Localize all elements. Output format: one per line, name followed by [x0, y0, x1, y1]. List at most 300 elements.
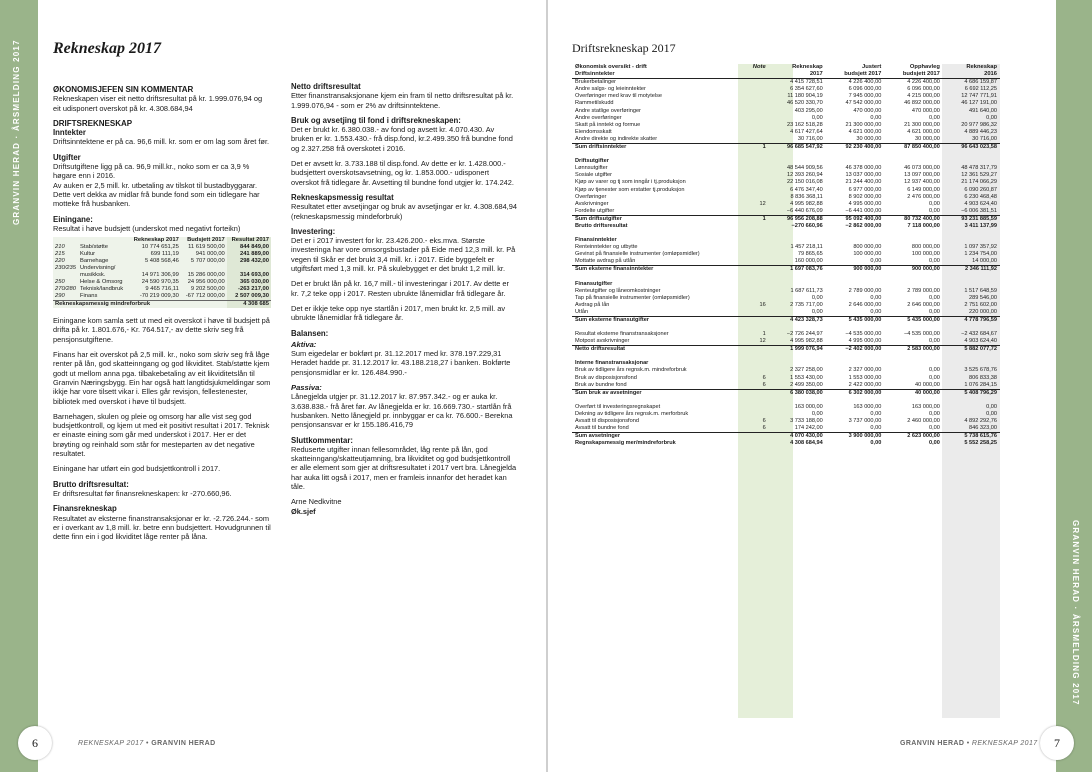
value-justert-budsjett: 2 646 000,00 — [848, 301, 882, 308]
einingane-table — [53, 237, 271, 308]
table-row — [572, 302, 1000, 309]
footer-left-separator: • — [146, 740, 149, 747]
spacer-row — [572, 324, 1000, 331]
value-rekneskap-2016: 4 889 446,23 — [964, 128, 997, 135]
finans-heading: Finansrekneskap — [53, 504, 117, 514]
row-note — [750, 288, 769, 295]
table-row — [572, 122, 1000, 129]
value-justert-budsjett: 4 621 000,00 — [848, 128, 882, 135]
value-rekneskap-2017: 96 956 208,88 — [769, 215, 826, 223]
einingane-row — [53, 265, 271, 272]
row-label: Finansinntekter — [575, 237, 617, 244]
row-note — [750, 389, 769, 397]
value-opphavleg-budsjett: 2 460 000,00 — [907, 418, 940, 425]
einingane-budsjett: 941 000,00 — [195, 251, 225, 258]
value-rekneskap-2016: 1 097 357,92 — [964, 244, 997, 251]
left-column-b — [291, 82, 517, 516]
value-rekneskap-2017: 0,00 — [811, 308, 823, 315]
value-justert-budsjett — [826, 274, 885, 288]
value-justert-budsjett — [826, 353, 885, 367]
row-label: Sum avsetninger — [572, 433, 750, 441]
row-note — [750, 122, 769, 129]
row-label: Andre statlige overføringer — [575, 107, 641, 114]
value-opphavleg-budsjett: 470 000,00 — [911, 107, 940, 114]
einingane-name: Barnehage — [79, 258, 109, 265]
row-label: Finansutgifter — [575, 280, 613, 287]
bruk-text: Det er brukt kr. 6.380.038.- av fond og avsett kr. 4.070.430. Av bruken er kr. 1.553.430.- frå disp.fond, kr.2.499.350 frå bundne fond og 2.327.258 frå overskotet i 2016. — [291, 125, 513, 153]
row-note — [750, 208, 769, 216]
value-rekneskap-2016: 5 408 796,29 — [943, 389, 1000, 397]
value-justert-budsjett: 5 435 000,00 — [826, 317, 885, 325]
netto-heading: Netto driftsresultat — [291, 82, 361, 91]
header-note: Note — [752, 64, 766, 70]
header-col2b: budsjett 2017 — [826, 71, 885, 79]
row-note — [750, 411, 769, 418]
footer-right-b: REKNESKAP 2017 — [971, 740, 1038, 747]
table-row — [572, 86, 1000, 93]
einingane-rekneskap: 5 408 568,46 — [144, 258, 179, 265]
value-opphavleg-budsjett: 21 300 000,00 — [904, 121, 940, 128]
value-opphavleg-budsjett — [884, 230, 943, 244]
value-opphavleg-budsjett: 87 850 400,00 — [884, 144, 943, 152]
netto-text: Etter finanstransaksjonane kjem ein fram til netto driftsresultat på kr. 1.999.076,94 - som er 2% av driftsinntektene. — [291, 91, 514, 110]
value-rekneskap-2016: 48 478 317,79 — [961, 165, 997, 172]
row-label: Mottatte avdrag på utlån — [575, 258, 636, 265]
value-opphavleg-budsjett: 0,00 — [929, 367, 940, 374]
page-title-right: Driftsrekneskap 2017 — [572, 41, 676, 55]
value-rekneskap-2017: 4 995 982,88 — [790, 200, 823, 207]
value-justert-budsjett — [826, 324, 885, 331]
value-rekneskap-2017: 22 150 016,08 — [786, 179, 823, 186]
value-rekneskap-2017 — [769, 151, 826, 165]
value-opphavleg-budsjett: 4 621 000,00 — [907, 128, 940, 135]
value-justert-budsjett: 2 789 000,00 — [848, 287, 882, 294]
result-row — [572, 440, 1000, 447]
kommentar-text: Rekneskapen viser eit netto driftsresultat på kr. 1.999.076,94 og eit udisponert overskot på kr. 4.308.684,94 — [53, 94, 263, 113]
row-label: Motpost avskrivninger — [575, 338, 630, 345]
table-row — [572, 375, 1000, 382]
table-row — [572, 288, 1000, 295]
einingane-row — [53, 251, 271, 258]
value-rekneskap-2017: 4 308 684,94 — [790, 440, 823, 447]
row-note: 16 — [759, 301, 766, 308]
value-opphavleg-budsjett: 7 118 000,00 — [907, 222, 940, 229]
sum-row — [572, 346, 1000, 354]
value-rekneskap-2016: −6 006 381,51 — [961, 207, 997, 214]
value-justert-budsjett: 4 995 000,00 — [848, 200, 882, 207]
value-justert-budsjett: 13 037 000,00 — [845, 172, 882, 179]
row-label: Tap på finansielle instrumenter (omløpsmidler) — [575, 294, 690, 301]
row-label: Avskrivninger — [575, 200, 609, 207]
investering-text-2: Det er brukt lån på kr. 16,7 mill.- til investeringar i 2017. Av dette er kr. 7,2 teke opp i 2017. Resten ubrukte lånemidlar frå tidlegare år. — [291, 279, 509, 298]
table-row — [572, 404, 1000, 411]
value-justert-budsjett: 100 000,00 — [853, 251, 882, 258]
finans-text: Resultatet av eksterne finanstransaksjonar er kr. -2.726.244.- som er i overkant av 1,8 mill. kr. betre enn budsjettert. Hovudgrunnen til dette finn ein i god likviditet låge renter på låna. — [53, 513, 271, 542]
value-opphavleg-budsjett: 0,00 — [929, 258, 940, 265]
sum-row — [572, 144, 1000, 152]
drift-table-header-2 — [572, 71, 1000, 79]
einingane-budsjett: -67 712 000,00 — [185, 293, 225, 300]
row-label: Sum eksterne finansutgifter — [572, 317, 750, 325]
row-note — [750, 108, 769, 115]
value-justert-budsjett: 21 244 400,00 — [845, 179, 882, 186]
header-col4a: Rekneskap — [966, 64, 997, 70]
header-col3b: budsjett 2017 — [884, 71, 943, 79]
row-note: 6 — [762, 425, 766, 432]
row-note: 1 — [750, 144, 769, 152]
sum-row — [572, 215, 1000, 223]
footer-left-a: REKNESKAP 2017 — [78, 740, 144, 747]
einingane-name: Undervisning/ — [79, 265, 116, 272]
table-row — [572, 295, 1000, 302]
value-rekneskap-2017: 2 499 350,00 — [790, 381, 823, 388]
row-note: 12 — [759, 338, 766, 345]
value-rekneskap-2017: 4 617 427,64 — [790, 128, 823, 135]
value-rekneskap-2016 — [943, 353, 1000, 367]
drift-table-header-1 — [572, 64, 1000, 71]
value-opphavleg-budsjett — [884, 397, 943, 404]
value-rekneskap-2017: 96 685 547,92 — [769, 144, 826, 152]
table-row — [572, 179, 1000, 186]
sum-row — [572, 433, 1000, 441]
value-rekneskap-2016 — [943, 397, 1000, 404]
value-rekneskap-2017: 4 070 430,00 — [769, 433, 826, 441]
einingane-resultat: 314 693,00 — [227, 272, 271, 279]
value-rekneskap-2016: 30 716,00 — [972, 135, 997, 142]
value-opphavleg-budsjett: 30 000,00 — [915, 135, 940, 142]
footer-right-separator: • — [966, 740, 970, 747]
value-rekneskap-2017: 4 423 328,73 — [769, 317, 826, 325]
value-opphavleg-budsjett: 0,00 — [929, 294, 940, 301]
drift-table — [572, 64, 1000, 447]
utgifter-text-2: Av auken er 2,5 mill. kr. utbetaling av tilskot til bustadbyggarar. Dette vert dekka av midlar frå bunde fond som ein tidlegare har motteke frå husbanken. — [53, 180, 260, 209]
row-note — [750, 295, 769, 302]
value-justert-budsjett: 0,00 — [870, 410, 882, 417]
einingane-table-header — [53, 237, 271, 244]
utgifter-heading: Utgifter — [53, 152, 81, 162]
value-justert-budsjett — [826, 230, 885, 244]
value-rekneskap-2017: 6 476 347,40 — [790, 186, 823, 193]
value-opphavleg-budsjett: 46 892 000,00 — [904, 100, 940, 107]
row-note — [750, 172, 769, 179]
einingane-budsjett: 5 707 000,00 — [190, 258, 225, 265]
header-col4b: 2016 — [943, 71, 1000, 79]
row-label: Kjøp av tjenester som erstatter tj.produksjon — [575, 186, 685, 193]
row-label: Dekning av tidligere års regnsk.m. merforbruk — [575, 410, 689, 417]
row-note — [750, 309, 769, 317]
row-label: Avsatt til bundne fond — [575, 425, 629, 432]
einingane-code: 250 — [55, 279, 65, 286]
value-opphavleg-budsjett: 0,00 — [929, 338, 940, 345]
value-justert-budsjett: −4 535 000,00 — [845, 331, 882, 338]
value-rekneskap-2017: 1 457 218,11 — [790, 244, 823, 251]
einingane-resultat: 365 030,00 — [227, 279, 271, 286]
drift-heading: DRIFTSREKNESKAP — [53, 118, 133, 128]
slutt-heading: Sluttkommentar: — [291, 435, 353, 445]
value-opphavleg-budsjett: 0,00 — [929, 374, 940, 381]
einingane-name: Teknisk/landbruk — [79, 286, 124, 293]
value-opphavleg-budsjett: 0,00 — [929, 440, 940, 447]
section-heading-row — [572, 353, 1000, 367]
value-opphavleg-budsjett: 46 073 000,00 — [904, 165, 940, 172]
value-opphavleg-budsjett: −4 535 000,00 — [903, 331, 940, 338]
row-note — [750, 346, 769, 354]
value-rekneskap-2016: 4 686 159,87 — [964, 79, 997, 86]
einingane-text: Resultat i høve budsjett (underskot med negativt forteikn) — [53, 223, 241, 233]
einingane-header-budsjett: Budsjett 2017 — [187, 237, 225, 244]
einingane-code: 210 — [55, 244, 65, 251]
row-label: Overføringer med krav til motytelse — [575, 93, 663, 100]
table-row — [572, 165, 1000, 172]
value-rekneskap-2016: 2 751 602,00 — [964, 301, 997, 308]
row-note — [750, 223, 769, 230]
value-justert-budsjett: 6 977 000,00 — [848, 186, 882, 193]
value-justert-budsjett: 7 945 000,00 — [848, 93, 882, 100]
bruk-heading: Bruk og avsetjing til fond i driftsrekneskapen: — [291, 115, 461, 125]
value-justert-budsjett: 8 902 000,00 — [848, 193, 882, 200]
value-rekneskap-2016: 4 778 796,59 — [943, 317, 1000, 325]
inntekter-text: Driftsinntektene er på ca. 96,6 mill. kr. som er om lag som året før. — [53, 137, 270, 147]
table-row — [572, 338, 1000, 346]
value-rekneskap-2016: 6 090 260,87 — [964, 186, 997, 193]
paragraph-4: Einingane har utført ein god budsjettkontroll i 2017. — [53, 464, 221, 474]
page-title-left: Rekneskap 2017 — [53, 40, 161, 57]
inntekter-heading: Inntekter — [53, 128, 86, 138]
value-opphavleg-budsjett: 5 435 000,00 — [884, 317, 943, 325]
value-rekneskap-2016: 6 230 468,48 — [964, 193, 997, 200]
row-label: Sum eksterne finansinntekter — [572, 266, 750, 274]
row-note — [750, 230, 769, 244]
row-label: Bruk av bundne fond — [575, 381, 627, 388]
row-label: Resultat eksterne finanstransaksjoner — [575, 331, 669, 338]
value-opphavleg-budsjett: 40 000,00 — [884, 389, 943, 397]
value-rekneskap-2017: 4 995 982,88 — [790, 338, 823, 345]
value-rekneskap-2017: 30 716,00 — [797, 135, 823, 142]
einingane-row — [53, 279, 271, 286]
einingane-total-row — [53, 301, 271, 309]
row-label — [572, 324, 750, 331]
einingane-budsjett — [181, 265, 227, 272]
row-label: Andre salgs- og leieinntekter — [575, 86, 646, 93]
page-number-right: 7 — [1040, 726, 1074, 760]
row-label: Andre direkte og indirekte skatter — [575, 135, 658, 142]
row-note — [750, 367, 769, 374]
value-opphavleg-budsjett: 100 000,00 — [911, 251, 940, 258]
utgifter-text: Driftsutgiftene ligg på ca. 96,9 mill.kr., noko som er ca 3,9 % høgare enn i 2016. — [53, 162, 250, 181]
row-note: 1 — [750, 215, 769, 223]
row-label: Sum bruk av avsetninger — [572, 389, 750, 397]
value-rekneskap-2016: 5 738 615,76 — [943, 433, 1000, 441]
value-rekneskap-2017: 4 415 728,51 — [790, 79, 823, 86]
value-opphavleg-budsjett: 0,00 — [929, 308, 940, 315]
row-label: Driftsutgifter — [575, 158, 609, 165]
einingane-row — [53, 258, 271, 265]
row-note — [750, 251, 769, 258]
value-rekneskap-2017: 1 553 430,00 — [790, 374, 823, 381]
value-rekneskap-2016: 491 640,00 — [969, 107, 997, 114]
value-opphavleg-budsjett: 13 097 000,00 — [904, 172, 940, 179]
value-rekneskap-2017: 12 393 260,94 — [786, 172, 823, 179]
row-label: Interne finanstransaksjonar — [575, 360, 649, 367]
value-rekneskap-2017: 3 733 188,00 — [790, 418, 823, 425]
einingane-budsjett: 9 202 500,00 — [190, 286, 225, 293]
value-rekneskap-2016: 846 323,00 — [969, 425, 997, 432]
value-opphavleg-budsjett: 4 226 400,00 — [907, 79, 940, 86]
einingane-code — [53, 272, 78, 279]
passiva-text: Lånegjelda utgjer pr. 31.12.2017 kr. 87.957.342.- og er auka kr. 3.638.838.- frå året før. Av lånegjelda er kr. 16.669.730.- startlån frå husbanken. Netto lånegjeld pr. innbyggar er ca kr. 76.600.- Berekna pensjonsansvar er kr 155.186.416,79 — [291, 392, 513, 430]
einingane-name: Finans — [79, 293, 98, 300]
row-note — [750, 244, 769, 251]
row-note — [750, 179, 769, 186]
einingane-resultat — [227, 265, 271, 272]
value-rekneskap-2017: 1 697 083,76 — [769, 266, 826, 274]
footer-left-b: GRANVIN HERAD — [151, 740, 216, 747]
value-opphavleg-budsjett: 163 000,00 — [911, 403, 940, 410]
value-rekneskap-2016 — [943, 151, 1000, 165]
sum-row — [572, 317, 1000, 325]
investering-text: Det er i 2017 investert for kr. 23.426.200.- eks.mva. Største investeringa har vore omsorgsbustader på Eide med 12,3 mill. kr. På vegen til Skår er det brukt 3,4 mill. kr. i 2017. Eide byggefelt er utgiftsført med 1,3 mill. kr. På skulebygget er det brukt 1,2 mill. kr. — [291, 236, 516, 274]
row-label: Sum driftsinntekter — [572, 144, 750, 152]
row-note — [750, 324, 769, 331]
value-opphavleg-budsjett — [884, 274, 943, 288]
value-rekneskap-2016: 3 525 678,76 — [964, 367, 997, 374]
einingane-table-body — [53, 244, 271, 301]
value-opphavleg-budsjett: 12 937 400,00 — [904, 179, 940, 186]
header-col2a: Justert — [861, 64, 882, 70]
row-note: 6 — [762, 381, 766, 388]
row-note — [750, 93, 769, 100]
header-label: Økonomisk oversikt - drift — [575, 64, 647, 70]
value-opphavleg-budsjett: 0,00 — [929, 425, 940, 432]
value-justert-budsjett: 95 092 400,00 — [826, 215, 885, 223]
paragraph-3: Barnehagen, skulen og pleie og omsorg har alle vist seg god budsjettkontroll, og kjem ut med eit positivt resultat i 2017. Teknisk er einaste eining som går med underskot i 2017. Her er det brøyting og reinhald som står for mesteparten av det negative resultatet. — [53, 411, 270, 459]
value-rekneskap-2017 — [769, 353, 826, 367]
einingane-resultat: 241 889,00 — [227, 251, 271, 258]
value-rekneskap-2017: 163 000,00 — [794, 403, 823, 410]
table-row — [572, 411, 1000, 418]
value-rekneskap-2016: 5 882 077,72 — [943, 346, 1000, 354]
value-opphavleg-budsjett: 0,00 — [929, 410, 940, 417]
value-justert-budsjett: 3 737 000,00 — [848, 418, 882, 425]
einingane-resultat: 2 507 009,30 — [227, 293, 271, 301]
table-row — [572, 418, 1000, 425]
value-opphavleg-budsjett: 6 149 000,00 — [907, 186, 940, 193]
value-justert-budsjett: 163 000,00 — [853, 403, 882, 410]
value-rekneskap-2016: 21 174 066,29 — [961, 179, 997, 186]
balansen-heading: Balansen: — [291, 328, 329, 338]
footer-right — [900, 740, 1038, 747]
value-opphavleg-budsjett: 0,00 — [929, 114, 940, 121]
aktiva-text: Sum eigedelar er bokført pr. 31.12.2017 med kr. 378.197.229,31 Heradet hadde pr. 31.12.2017 kr. 43.188.218,27 i banken. Bokførte pensjonsmidlar er kr. 126.484.990.- — [291, 349, 511, 377]
value-rekneskap-2017: 1 999 076,94 — [769, 346, 826, 354]
value-justert-budsjett: 46 378 000,00 — [845, 165, 882, 172]
row-note — [750, 115, 769, 122]
value-justert-budsjett: 3 900 000,00 — [826, 433, 885, 441]
row-note: 12 — [759, 200, 766, 207]
value-opphavleg-budsjett: 0,00 — [929, 207, 940, 214]
value-rekneskap-2016: 14 000,00 — [972, 258, 997, 265]
value-opphavleg-budsjett — [884, 324, 943, 331]
einingane-total-value: 4 308 685 — [227, 301, 271, 309]
value-rekneskap-2016: 4 903 624,40 — [964, 338, 997, 345]
value-justert-budsjett: 0,00 — [870, 114, 882, 121]
value-rekneskap-2016: 289 546,00 — [969, 294, 997, 301]
value-opphavleg-budsjett: 2 623 000,00 — [884, 433, 943, 441]
value-rekneskap-2017 — [769, 397, 826, 404]
sum-row — [572, 266, 1000, 274]
value-justert-budsjett: 47 542 000,00 — [845, 100, 882, 107]
einingane-name: musikksk. — [79, 272, 106, 279]
einingane-code: 290 — [55, 293, 65, 300]
value-rekneskap-2017: 79 865,65 — [797, 251, 823, 258]
value-justert-budsjett: 0,00 — [870, 440, 882, 447]
einingane-name: Stab/støtte — [79, 244, 108, 251]
value-rekneskap-2017: −270 660,96 — [791, 222, 823, 229]
section-heading-row — [572, 151, 1000, 165]
value-justert-budsjett: −6 441 000,00 — [845, 207, 882, 214]
row-label: Renteutgifter og låneomkostninger — [575, 287, 661, 294]
avsett-text: Det er avsett kr. 3.733.188 til disp.fond. Av dette er kr. 1.428.000.- budsjettert overskotsavsetning, og kr. 1.853.000.- udisponert overskot frå tidlegare år. Avsetting til bundne fond utgjer kr. 174.242. — [291, 159, 514, 187]
value-rekneskap-2016: 0,00 — [986, 114, 997, 121]
side-strip-text-right: GRANVIN HERAD · ÅRSMELDING 2017 — [1071, 520, 1080, 706]
value-justert-budsjett: 21 300 000,00 — [845, 121, 882, 128]
row-label: Regnskapsmessig mer/mindreforbruk — [575, 440, 676, 447]
value-opphavleg-budsjett: 80 732 400,00 — [884, 215, 943, 223]
value-rekneskap-2017: 2 735 717,00 — [790, 301, 823, 308]
footer-left — [78, 740, 216, 747]
einingane-row — [53, 244, 271, 251]
row-note — [750, 353, 769, 367]
einingane-row — [53, 272, 271, 279]
value-rekneskap-2016: 806 833,38 — [969, 374, 997, 381]
value-rekneskap-2016: 6 692 112,25 — [964, 86, 997, 93]
value-rekneskap-2016: 0,00 — [986, 410, 997, 417]
einingane-budsjett: 15 286 000,00 — [187, 272, 225, 279]
page-number-left: 6 — [18, 726, 52, 760]
value-justert-budsjett: 0,00 — [870, 294, 882, 301]
result-row — [572, 223, 1000, 230]
value-rekneskap-2016: 46 127 191,00 — [961, 100, 997, 107]
value-rekneskap-2017 — [769, 230, 826, 244]
einingane-code: 230/235 — [55, 265, 76, 272]
value-rekneskap-2017: 403 295,00 — [794, 107, 823, 114]
row-label: Gevinst på finansielle instrumenter (omløpsmidler) — [575, 251, 700, 258]
einingane-row — [53, 293, 271, 301]
einingane-resultat: 298 432,00 — [227, 258, 271, 265]
einingane-rekneskap — [128, 265, 180, 272]
row-label: Avsatt til disposisjonsfond — [575, 418, 639, 425]
row-label: Lønnsutgifter — [575, 165, 608, 172]
value-rekneskap-2016: −2 432 684,67 — [961, 331, 997, 338]
row-note — [750, 165, 769, 172]
value-rekneskap-2017: 174 242,00 — [794, 425, 823, 432]
value-opphavleg-budsjett: 800 000,00 — [911, 244, 940, 251]
value-rekneskap-2016: 1 517 648,59 — [964, 287, 997, 294]
value-justert-budsjett: 0,00 — [870, 425, 882, 432]
table-row — [572, 258, 1000, 266]
table-row — [572, 382, 1000, 390]
row-label: Overføringer — [575, 193, 607, 200]
value-rekneskap-2017 — [769, 324, 826, 331]
table-row — [572, 115, 1000, 122]
value-justert-budsjett: 900 000,00 — [826, 266, 885, 274]
value-justert-budsjett: 4 995 000,00 — [848, 338, 882, 345]
value-rekneskap-2017: 8 836 368,11 — [790, 193, 823, 200]
brutto-text: Er driftsresultat før finansrekneskapen: kr -270.660,96. — [53, 488, 232, 498]
value-justert-budsjett — [826, 151, 885, 165]
value-rekneskap-2016: 3 411 137,99 — [964, 222, 997, 229]
einingane-resultat: -263 217,00 — [227, 286, 271, 293]
